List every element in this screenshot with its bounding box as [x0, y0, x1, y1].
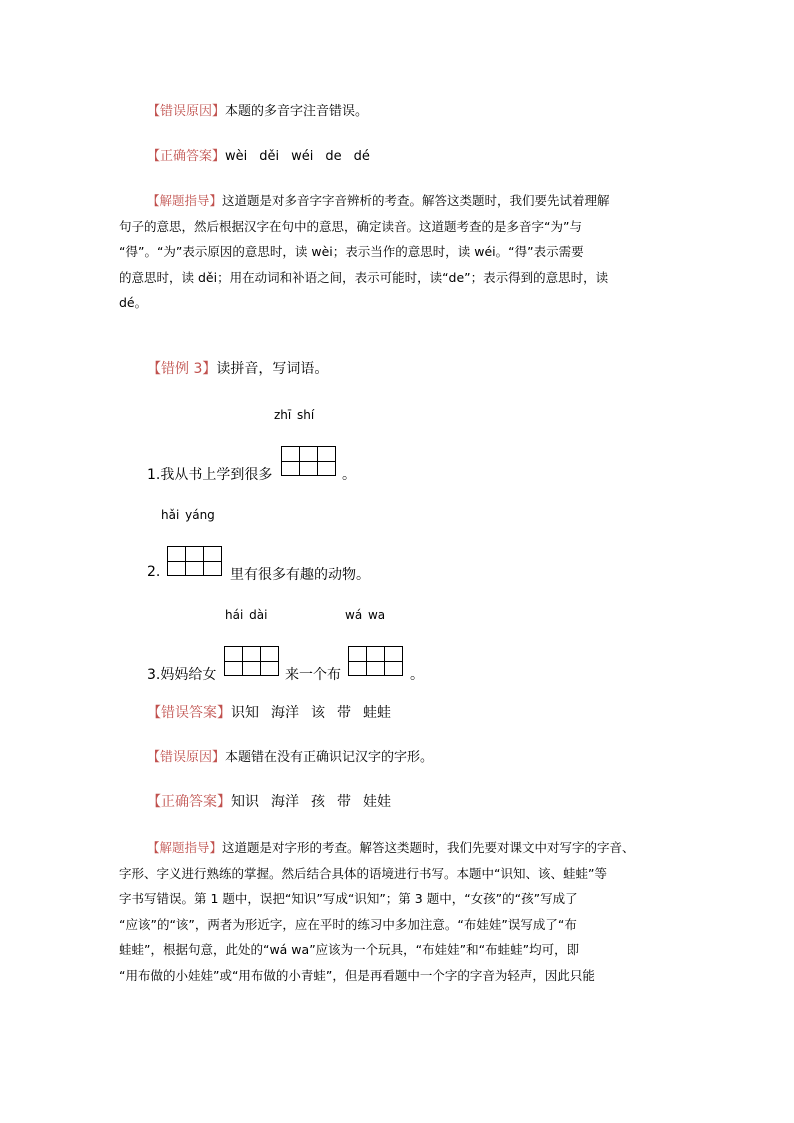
ex3-wrong-item: 海洋: [271, 705, 299, 721]
grid-cell[interactable]: [186, 547, 204, 575]
ex3-wrong-item: 识知: [231, 705, 259, 721]
ex3-guide: [119, 835, 679, 988]
ex3-wrong-item: 带: [337, 705, 351, 721]
ex3-reason-text: 本题错在没有正确识记汉字的字形。: [225, 750, 434, 765]
ex3-answer-item: 孩: [311, 794, 325, 810]
grid-cell[interactable]: [261, 647, 278, 675]
ex3-title-label: 【错例 3】: [147, 361, 217, 377]
ex2-reason: [147, 102, 368, 122]
ex2-guide: [119, 188, 679, 316]
q2-text-after: 里有很多有趣的动物。: [230, 567, 370, 583]
ex3-answer-label: 【正确答案】: [147, 794, 231, 810]
ex3-reason: [147, 748, 433, 768]
ex3-guide-line: 字书写错误。第 1 题中，误把“知识”写成“识知”；第 3 题中，“女孩”的“孩”写成了: [119, 891, 578, 906]
ex2-answer-label: 【正确答案】: [147, 149, 226, 164]
ex3-answer-item: 带: [337, 794, 351, 810]
ex3-title: [147, 359, 328, 379]
ex3-guide-line: [119, 835, 679, 861]
ex2-reason-label: 【错误原因】: [147, 104, 226, 119]
ex2-answer-item: wèi: [225, 149, 248, 164]
grid-cell[interactable]: [349, 647, 367, 675]
ex2-guide-line: 的意思时，读 děi；用在动词和补语之间，表示可能时，读“de”；表示得到的意思时，读: [119, 269, 609, 285]
ex3-answer-item: 知识: [231, 794, 259, 810]
ex2-guide-line: “得”。“为”表示原因的意思时，读 wèi；表示当作的意思时，读 wéi。“得”表示需要: [119, 244, 584, 259]
ex2-guide-line: dé。: [119, 295, 148, 310]
ex3-answer-item: 海洋: [271, 794, 299, 810]
ex2-answer-item: de: [325, 149, 342, 164]
q3-answer-grid-1[interactable]: [224, 646, 279, 676]
ex3-answer-item: 娃娃: [363, 794, 391, 810]
ex2-guide-line: [119, 188, 679, 214]
ex2-answer: [147, 147, 382, 167]
q3-text-before: 3.妈妈给女: [147, 667, 217, 683]
ex3-wrong-answer: [147, 703, 403, 723]
grid-cell[interactable]: [300, 447, 318, 475]
q1-answer-grid[interactable]: [281, 446, 336, 476]
ex3-wrong-label: 【错误答案】: [147, 705, 231, 721]
ex2-guide-text: 这道题是对多音字字音辨析的考查。解答这类题时，我们要先试着理解: [222, 193, 610, 208]
ex3-guide-line: 蛙蛙”，根据句意，此处的“wá wa”应该为一个玩具，“布娃娃”和“布蛙蛙”均可，即: [119, 942, 580, 957]
q3-text-after: 。: [410, 667, 424, 683]
grid-cell[interactable]: [225, 647, 243, 675]
grid-cell[interactable]: [318, 447, 335, 475]
ex2-answer-item: děi: [259, 149, 280, 164]
ex3-guide-text: 这道题是对字形的考查。解答这类题时，我们先要对课文中对写字的字音、: [222, 840, 635, 855]
ex3-title-text: 读拼音，写词语。: [216, 361, 329, 377]
grid-cell[interactable]: [282, 447, 300, 475]
ex2-guide-line: 句子的意思，然后根据汉字在句中的意思，确定读音。这道题考查的是多音字“为”与: [119, 218, 582, 234]
ex2-answer-item: wéi: [291, 149, 314, 164]
grid-cell[interactable]: [367, 647, 385, 675]
ex2-answer-item: dé: [353, 149, 370, 164]
grid-cell[interactable]: [243, 647, 261, 675]
ex2-reason-text: 本题的多音字注音错误。: [225, 104, 369, 119]
ex3-wrong-item: 蛙蛙: [363, 705, 391, 721]
grid-cell[interactable]: [168, 547, 186, 575]
q1-text-after: 。: [342, 467, 356, 483]
ex2-guide-label: 【解题指导】: [147, 193, 223, 208]
ex3-guide-line: “用布做的小娃娃”或“用布做的小青蛙”，但是再看题中一个字的字音为轻声，因此只能: [119, 967, 595, 983]
q2-pinyin: hǎi yáng: [161, 508, 215, 522]
q1-text-before: 1.我从书上学到很多: [147, 467, 273, 483]
ex3-correct-answer: [147, 792, 403, 812]
q1-pinyin: zhī shí: [274, 408, 315, 422]
ex3-guide-line: “应该”的“该”，两者为形近字，应在平时的练习中多加注意。“布娃娃”误写成了“布: [119, 916, 577, 932]
ex3-reason-label: 【错误原因】: [147, 750, 226, 765]
q3-pinyin-1: hái dài: [225, 608, 268, 622]
q3-answer-grid-2[interactable]: [348, 646, 403, 676]
grid-cell[interactable]: [204, 547, 221, 575]
grid-cell[interactable]: [385, 647, 402, 675]
ex3-guide-line: 字形、字义进行熟练的掌握。然后结合具体的语境进行书写。本题中“识知、该、蛙蛙”等: [119, 865, 607, 881]
q2-text-before: 2.: [147, 564, 161, 580]
ex3-wrong-item: 该: [311, 705, 325, 721]
q2-answer-grid[interactable]: [167, 546, 222, 576]
q3-text-middle: 来一个布: [285, 667, 341, 683]
q3-pinyin-2: wá wa: [345, 608, 386, 622]
ex3-guide-label: 【解题指导】: [147, 840, 223, 855]
